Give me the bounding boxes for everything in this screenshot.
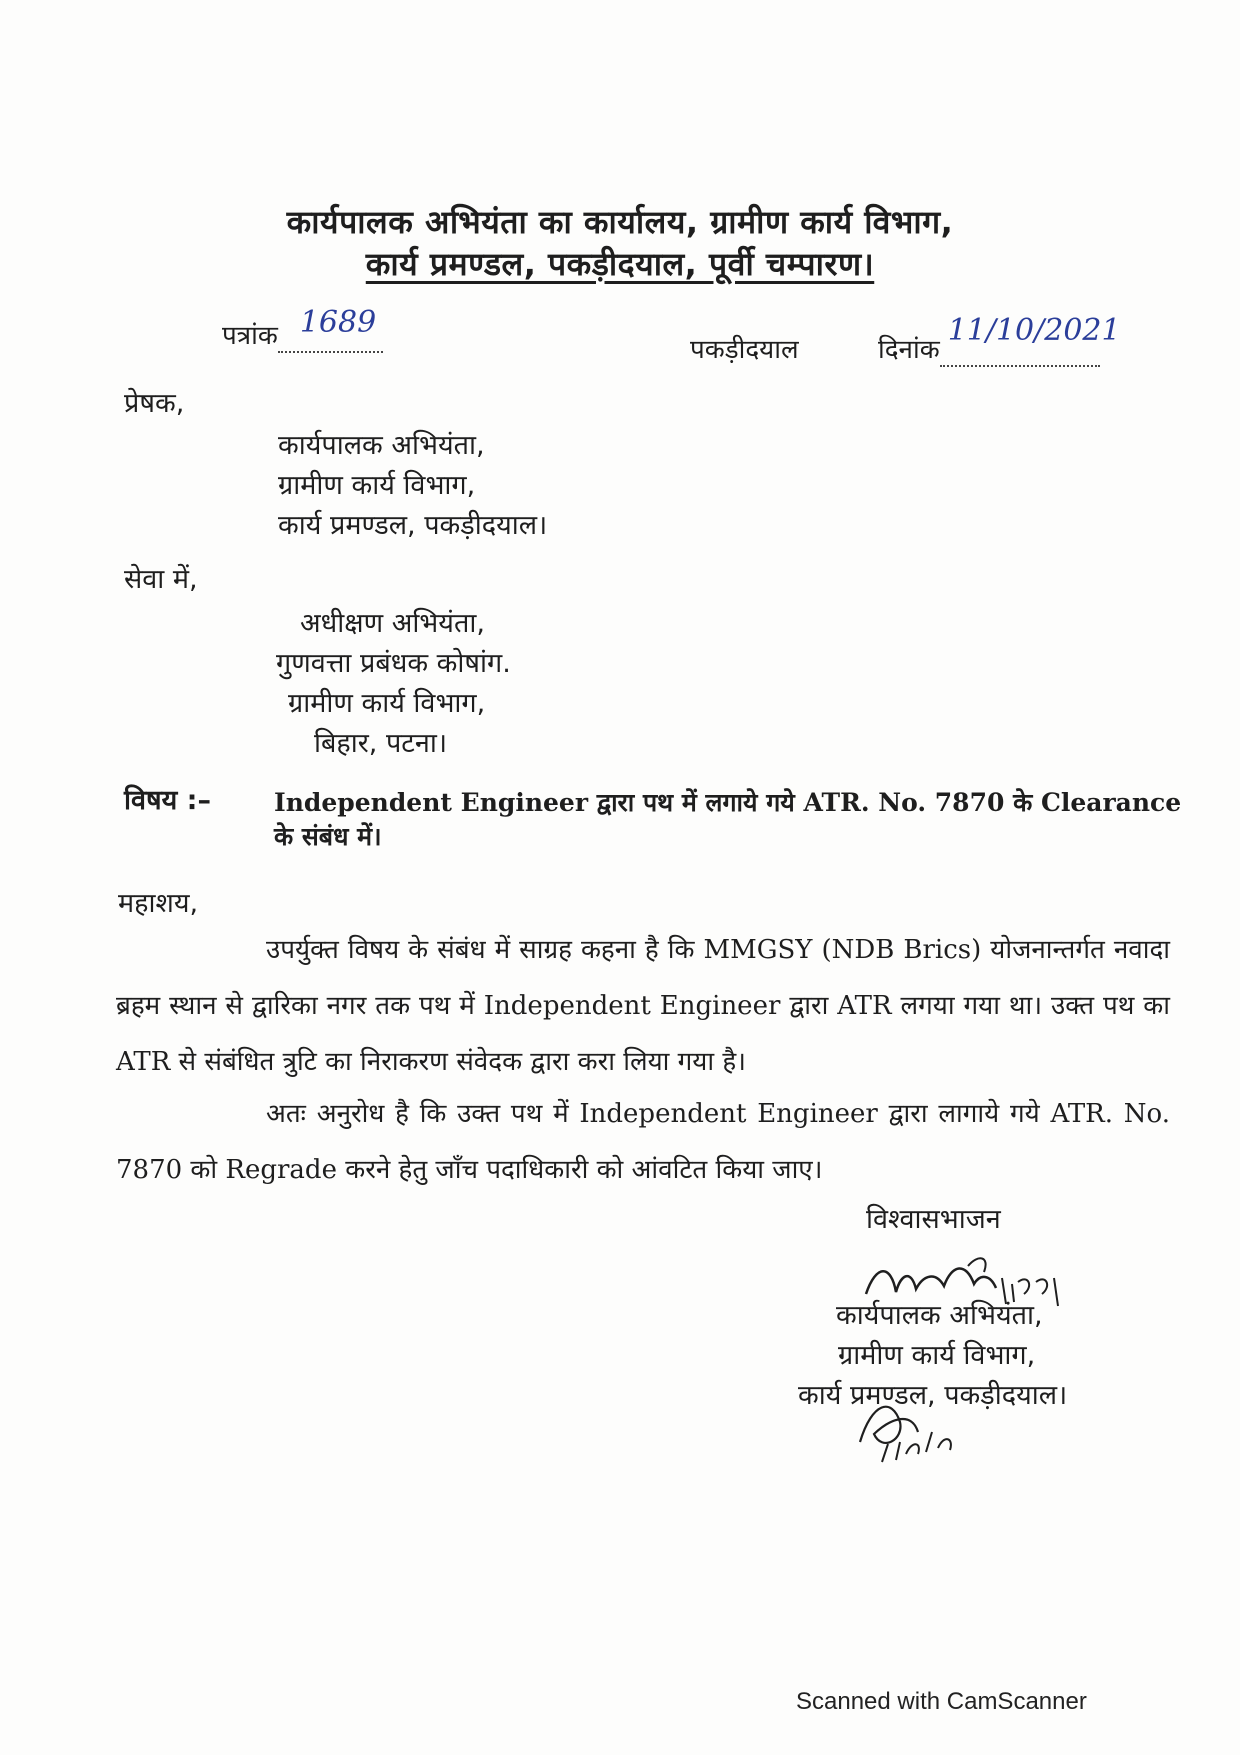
letter-body	[116, 922, 1170, 1198]
subject-label: विषय :–	[124, 785, 211, 816]
recipient-address	[276, 604, 511, 764]
scanner-watermark: Scanned with CamScanner	[796, 1688, 1087, 1715]
signatory-line: ग्रामीण कार्य विभाग,	[838, 1340, 1036, 1371]
letter-number-label: पत्रांक	[222, 321, 278, 351]
sender-label: प्रेषक,	[124, 388, 185, 419]
recipient-line: ग्रामीण कार्य विभाग,	[288, 688, 486, 719]
letter-place: पकड़ीदयाल	[690, 335, 799, 365]
initials-stamp-image	[852, 1382, 992, 1472]
recipient-label: सेवा में,	[124, 564, 198, 595]
recipient-line: गुणवत्ता प्रबंधक कोषांग.	[276, 648, 511, 679]
sender-address	[278, 426, 547, 546]
signatory-line: कार्यपालक अभियंता,	[836, 1300, 1043, 1331]
recipient-line: बिहार, पटना।	[314, 728, 448, 759]
valediction: विश्वासभाजन	[866, 1204, 1001, 1235]
letter-number-value: 1689	[299, 305, 377, 340]
recipient-line: अधीक्षण अभियंता,	[300, 608, 485, 639]
sender-line: ग्रामीण कार्य विभाग,	[278, 470, 476, 501]
sender-line: कार्य प्रमण्डल, पकड़ीदयाल।	[278, 510, 548, 541]
office-heading-line1: कार्यपालक अभियंता का कार्यालय, ग्रामीण कार्य विभाग,	[286, 203, 954, 241]
letter-date-value: 11/10/2021	[947, 313, 1121, 348]
letter-number	[222, 305, 383, 353]
salutation: महाशय,	[118, 888, 199, 919]
subject-text: Independent Engineer द्वारा पथ में लगाये गये ATR. No. 7870 के Clearance के संबंध में।	[274, 788, 1182, 851]
office-heading-line2: कार्य प्रमण्डल, पकड़ीदयाल, पूर्वी चम्पारण।	[365, 245, 875, 283]
body-paragraph-1: उपर्युक्त विषय के संबंध में साग्रह कहना है कि MMGSY (NDB Brics) योजनान्तर्गत नवादा ब्रहम स्थान से द्वारिका नगर तक पथ में Independent Engineer द्वारा ATR लगया गया था। उक्त पथ का ATR से संबंधित त्रुटि का निराकरण संवेदक द्वारा करा लिया गया है।	[116, 935, 1170, 1077]
signatory-line: कार्य प्रमण्डल, पकड़ीदयाल।	[798, 1380, 1068, 1411]
letter-date-label: दिनांक	[878, 335, 940, 365]
letter-date	[878, 313, 1121, 367]
sender-line: कार्यपालक अभियंता,	[278, 430, 485, 461]
body-paragraph-2: अतः अनुरोध है कि उक्त पथ में Independent Engineer द्वारा लागाये गये ATR. No. 7870 को Regrade करने हेतु जाँच पदाधिकारी को आंवटित किया जाए।	[116, 1099, 1170, 1185]
